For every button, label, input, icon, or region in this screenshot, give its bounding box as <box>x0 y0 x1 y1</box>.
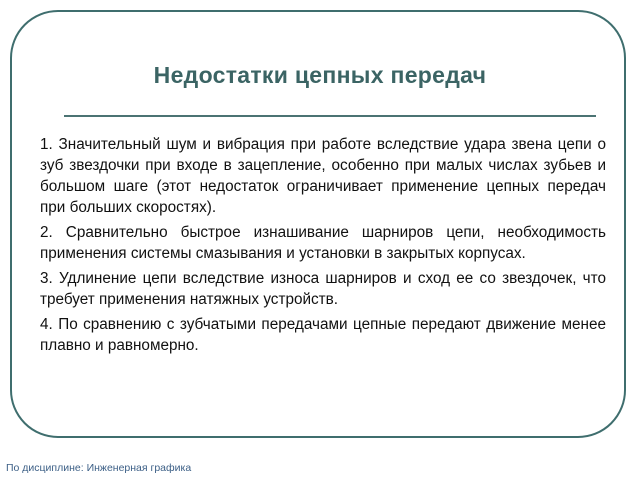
point-4: 4. По сравнению с зубчатыми передачами цепные передают движение менее плавно и равномерно. <box>40 316 606 354</box>
point-3: 3. Удлинение цепи вследствие износа шарниров и сход ее со звездочек, что требует применения натяжных устройств. <box>40 270 606 308</box>
title-divider <box>64 115 596 117</box>
point-2: 2. Сравнительно быстрое изнашивание шарниров цепи, необходимость применения системы смазывания и установки в закрытых корпусах. <box>40 224 606 262</box>
slide-title: Недостатки цепных передач <box>153 62 487 88</box>
slide-body <box>40 134 606 360</box>
point-1: 1. Значительный шум и вибрация при работе вследствие удара звена цепи о зуб звездочки при входе в зацепление, особенно при малых числах зубьев и большом шаге (этот недостаток ограничивает применение цепных передач при больших скоростях). <box>40 136 606 216</box>
footer-discipline: По дисциплине: Инженерная графика <box>6 462 192 474</box>
